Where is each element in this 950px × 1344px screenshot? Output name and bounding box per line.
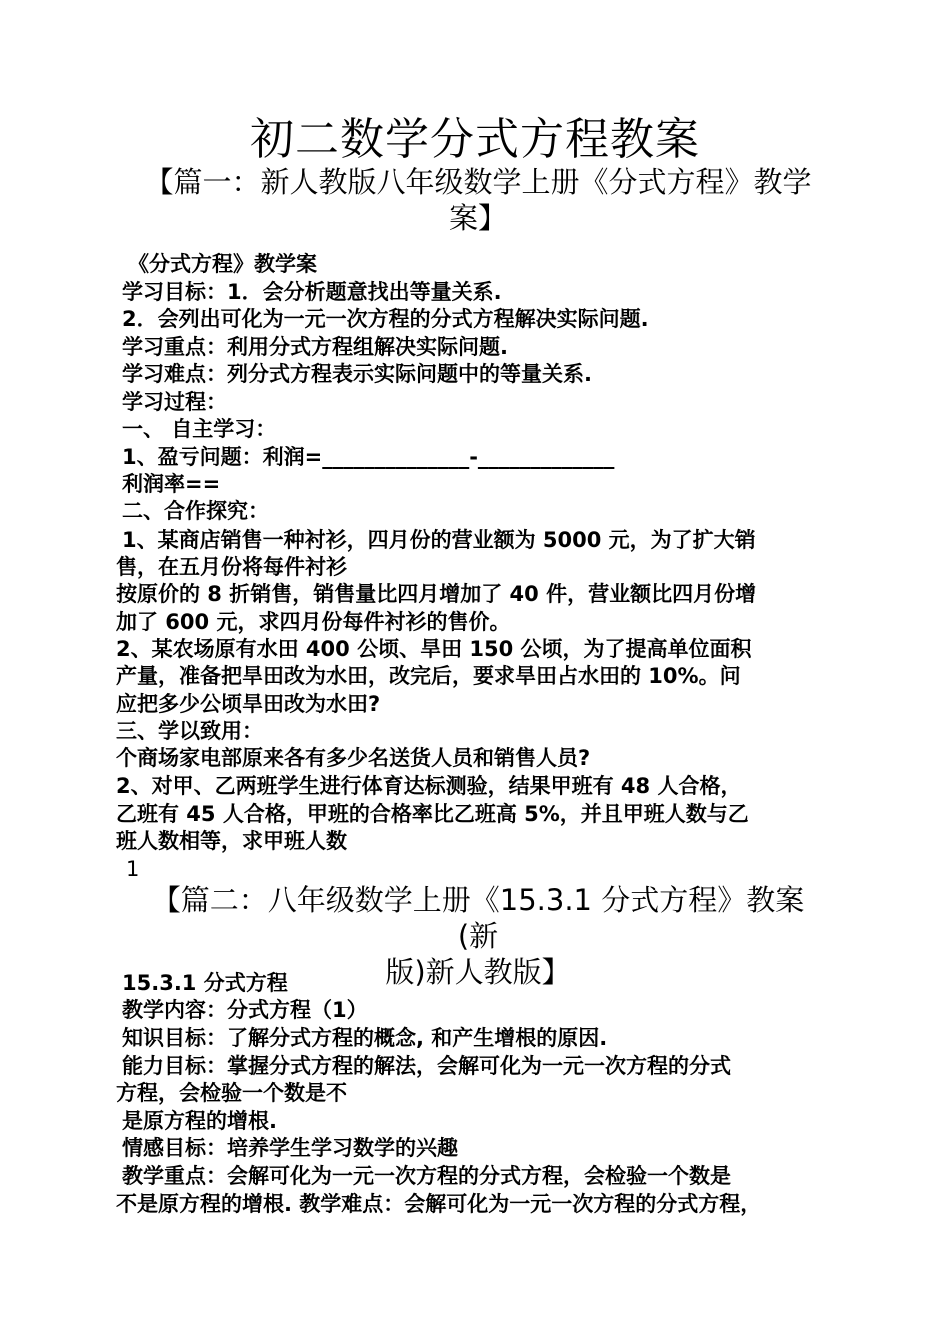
content-line: 方程，会检验一个数是不: [116, 1081, 347, 1105]
problem-line: 乙班有 45 人合格，甲班的合格率比乙班高 5%，并且甲班人数与乙: [116, 802, 749, 826]
content-line: 是原方程的增根.: [122, 1109, 277, 1133]
content-line: 教学内容：分式方程（1）: [122, 998, 368, 1022]
chapter1-heading-line: 案】: [448, 201, 507, 235]
chapter1-heading: [128, 164, 828, 236]
process-heading: 学习过程：: [122, 390, 227, 414]
problem-line: 2、对甲、乙两班学生进行体育达标测验，结果甲班有 48 人合格，: [116, 774, 742, 798]
chapter1-heading-line: 【篇一：新人教版八年级数学上册《分式方程》教学: [144, 165, 812, 199]
problem-line: 1、某商店销售一种衬衫，四月份的营业额为 5000 元，为了扩大销: [122, 528, 756, 552]
profit-formula-line: 1、盈亏问题：利润=______________-_____________: [122, 445, 615, 469]
objective-line: 2．会列出可化为一元一次方程的分式方程解决实际问题.: [122, 307, 649, 331]
section-heading: 三、学以致用：: [116, 719, 263, 743]
content-line: 不是原方程的增根. 教学难点：会解可化为一元一次方程的分式方程，: [116, 1192, 762, 1216]
problem-line: 售，在五月份将每件衬衫: [116, 555, 347, 579]
lesson-title: 《分式方程》教学案: [128, 252, 317, 276]
content-line: 知识目标：了解分式方程的概念, 和产生增根的原因.: [122, 1026, 608, 1050]
problem-line: 2、某农场原有水田 400 公顷、旱田 150 公顷，为了提高单位面积: [116, 637, 752, 661]
chapter2-heading-line: 版)新人教版】: [385, 955, 571, 989]
key-point-line: 学习重点：利用分式方程组解决实际问题.: [122, 335, 508, 359]
problem-line: 班人数相等，求甲班人数: [116, 829, 347, 853]
problem-line: 加了 600 元，求四月份每件衬衫的售价。: [116, 610, 511, 634]
section-title: 15.3.1 分式方程: [122, 971, 288, 995]
content-line: 能力目标：掌握分式方程的解法，会解可化为一元一次方程的分式: [122, 1054, 731, 1078]
content-line: 教学重点：会解可化为一元一次方程的分式方程，会检验一个数是: [122, 1164, 731, 1188]
section-heading: 二、合作探究：: [122, 499, 269, 523]
content-line: 情感目标：培养学生学习数学的兴趣: [122, 1136, 458, 1160]
difficulty-line: 学习难点：列分式方程表示实际问题中的等量关系.: [122, 362, 592, 386]
objective-line: 学习目标：1．会分析题意找出等量关系.: [122, 280, 502, 304]
document-title: 初二数学分式方程教案: [250, 114, 700, 165]
problem-line: 个商场家电部原来各有多少名送货人员和销售人员?: [116, 746, 591, 770]
chapter2-heading-line: 【篇二：八年级数学上册《15.3.1 分式方程》教案 (新: [151, 883, 805, 953]
section-heading: 一、 自主学习：: [122, 417, 277, 441]
problem-line: 按原价的 8 折销售，销售量比四月增加了 40 件，营业额比四月份增: [116, 582, 757, 606]
page-number: 1: [126, 857, 140, 881]
profit-rate-line: 利润率==: [122, 472, 221, 496]
problem-line: 产量，准备把旱田改为水田，改完后，要求旱田占水田的 10%。问: [116, 664, 741, 688]
problem-line: 应把多少公顷旱田改为水田?: [116, 692, 381, 716]
